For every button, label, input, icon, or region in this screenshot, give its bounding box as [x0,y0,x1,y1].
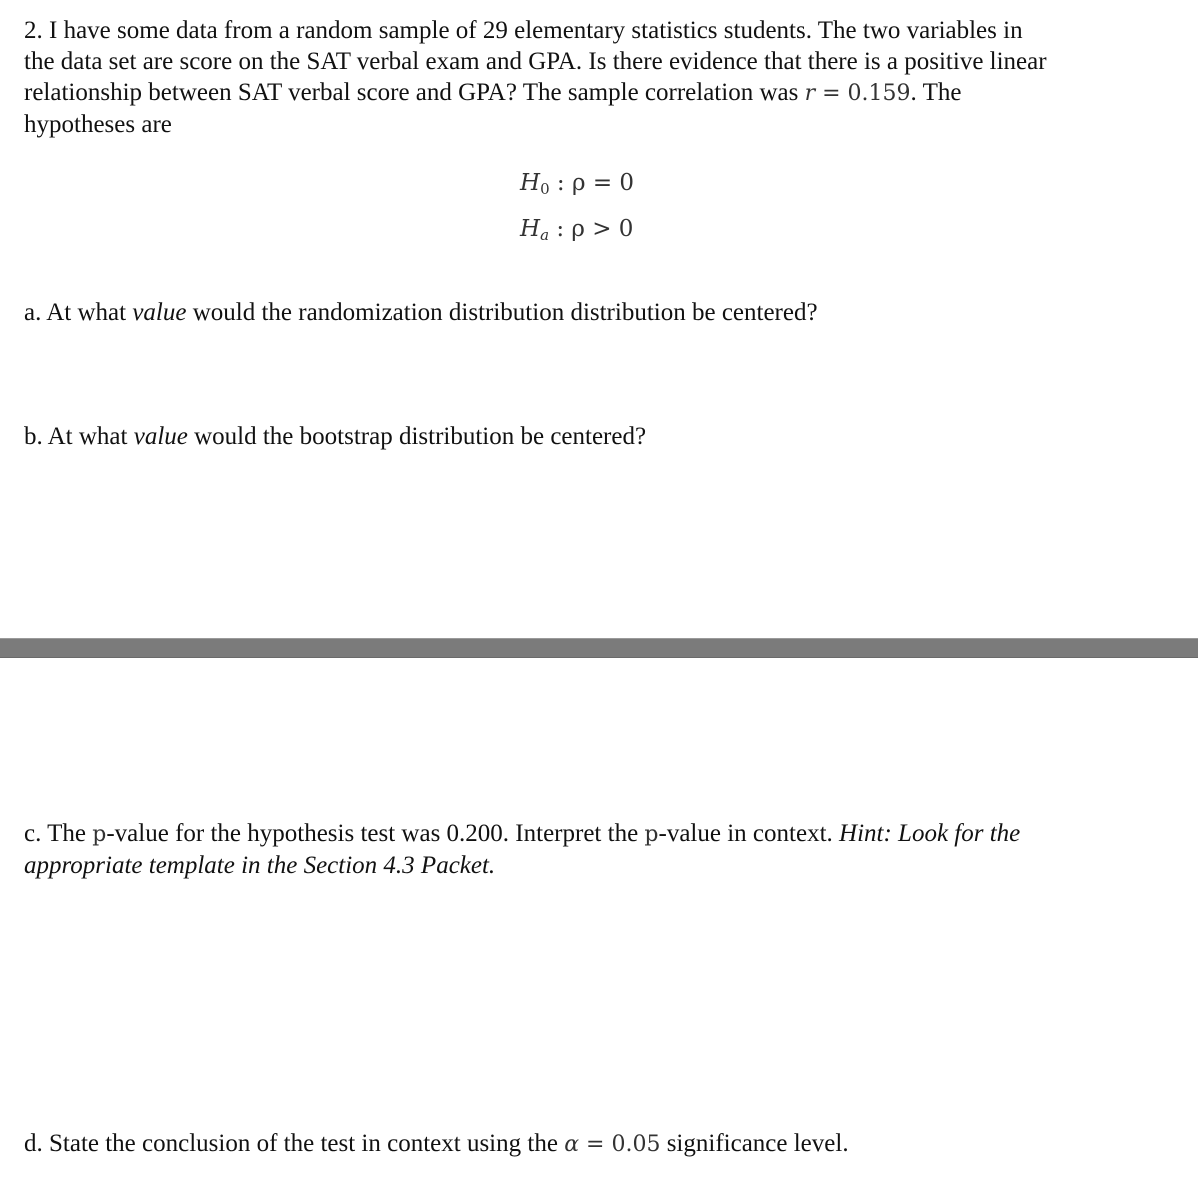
question-c-hint: Hint: Look for the appropriate template in the Section 4.3 Packet. [24,820,1021,879]
null-h-statement: : ρ = 0 [549,170,635,196]
problem-line-3-end: . The [910,79,962,106]
question-a-text: would the randomization distribution distribution be centered? [186,299,818,326]
correlation-value [805,81,911,106]
problem-line-2: the data set are score on the SAT verbal exam and GPA. Is there evidence that there is a positive linear [24,48,1047,75]
null-h-subscript: 0 [540,180,550,198]
question-d [24,1128,1174,1160]
alt-h-symbol: H [520,216,541,242]
question-b [24,421,1174,452]
p-value-symbol-2: p [644,822,659,847]
null-hypothesis [520,163,634,209]
alpha-value: = 0.05 [579,1132,661,1157]
alpha-symbol: α [564,1132,580,1157]
question-d-text: significance level. [660,1130,849,1157]
question-c-text-1: -value for the hypothesis test was 0.200. Interpret the [106,820,645,847]
question-d-prefix: d. State the conclusion of the test in context using the [24,1130,565,1157]
problem-line-3 [24,77,1154,109]
problem-line-4: hypotheses are [24,111,172,138]
page-divider [0,638,1198,658]
question-b-prefix: b. At what [24,423,134,450]
problem-line-3-text: relationship between SAT verbal score and GPA? The sample correlation was [24,79,805,106]
question-b-text: would the bootstrap distribution be centered? [187,423,647,450]
question-c-prefix: c. The [24,820,93,847]
alt-h-statement: : ρ > 0 [549,216,634,242]
correlation-symbol: r [804,81,816,106]
p-value-symbol-1: p [92,822,107,847]
question-a-emphasis: value [132,299,187,326]
alpha-level [564,1132,660,1157]
hypotheses-block [520,163,634,255]
question-a-prefix: a. At what [24,299,133,326]
question-c [24,818,1144,881]
problem-line-1: 2. I have some data from a random sample of 29 elementary statistics students. The two variables in [24,17,1023,44]
question-a [24,297,1174,328]
problem-statement [24,15,1154,140]
question-c-text-2: -value in context. [658,820,840,847]
correlation-equals: = 0.159 [815,81,911,106]
alternative-hypothesis [520,209,634,255]
question-b-emphasis: value [133,423,188,450]
alt-h-subscript: a [540,226,550,244]
null-h-symbol: H [520,170,541,196]
